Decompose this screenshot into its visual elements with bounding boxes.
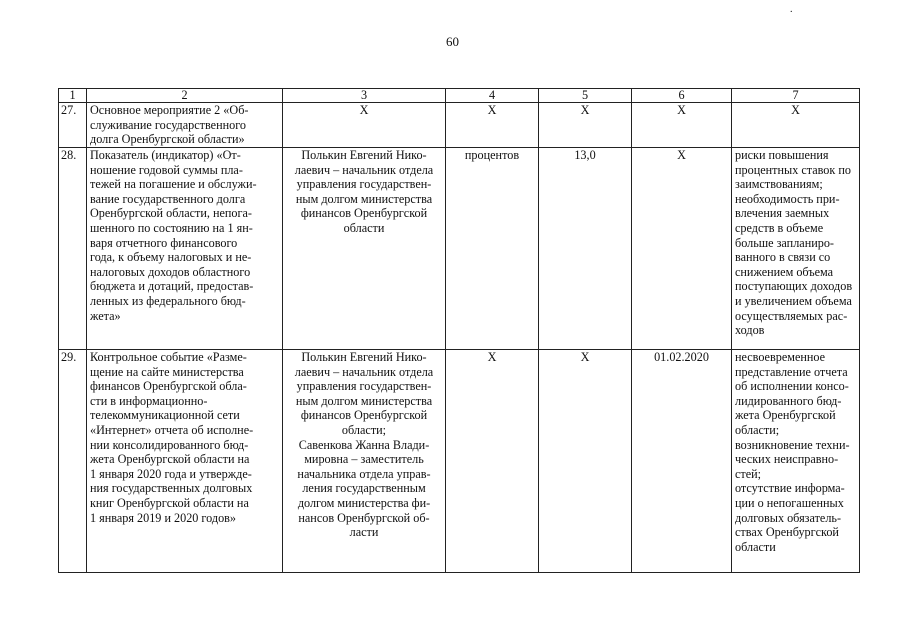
value-cell: Х	[539, 350, 632, 573]
table-header-row	[59, 89, 860, 103]
risks-cell: Х	[732, 103, 860, 148]
column-header: 2	[87, 89, 283, 103]
unit-cell: Х	[446, 350, 539, 573]
date-cell: Х	[632, 103, 732, 148]
date-cell: Х	[632, 148, 732, 350]
table-row	[59, 350, 860, 573]
responsible-cell: Х	[283, 103, 446, 148]
responsible-cell	[283, 350, 446, 573]
row-number: 28.	[59, 148, 87, 350]
row-name-cell	[87, 148, 283, 350]
risks-cell	[732, 350, 860, 573]
column-header: 7	[732, 89, 860, 103]
unit-cell: процентов	[446, 148, 539, 350]
risks-cell	[732, 148, 860, 350]
page-number: 60	[446, 34, 459, 49]
risks-text: несвоевременное представление отчета об исполнении консо- лидированного бюд- жета Оренбургской области; возникновение техни- ческих неисправно- стей; отсутствие информа- ции о непогашенных долговых обязатель- ствах Оренбургской области	[735, 350, 850, 554]
row-name-cell	[87, 103, 283, 148]
unit-cell: Х	[446, 103, 539, 148]
column-header: 6	[632, 89, 732, 103]
responsible-text: Полькин Евгений Нико- лаевич – начальник отдела управления государствен- ным долгом министерства финансов Оренбургской области	[294, 148, 434, 235]
table-row	[59, 148, 860, 350]
value-cell: 13,0	[539, 148, 632, 350]
row-number: 29.	[59, 350, 87, 573]
column-header: 3	[283, 89, 446, 103]
column-header: 4	[446, 89, 539, 103]
row-name: Показатель (индикатор) «От- ношение годовой суммы пла- тежей на погашение и обслужи- вание государственного долга Оренбургской области, непога- шенного по состоянию на 1 ян- варя отчетного финансового года, к объему налоговых и не- налоговых доходов областного бюджета и дотаций, предостав- ленных из федерального бюд- жета»	[90, 148, 257, 323]
row-name: Контрольное событие «Разме- щение на сайте министерства финансов Оренбургской обла- сти в информационно- телекоммуникационной сети «Интернет» отчета об исполне- нии консолидированного бюд- жета Оренбургской области на 1 января 2020 года и утвержде- ния государственных долговых книг Оренбургской области на 1 января 2019 и 2020 годов»	[90, 350, 254, 525]
row-name-cell	[87, 350, 283, 573]
column-header: 5	[539, 89, 632, 103]
risks-text: риски повышения процентных ставок по заимствованиям; необходимость при- влечения заемных средств в объеме больше запланиро- ванного в связи со снижением объема поступающих доходов и увеличением объема осуществляемых рас- ходов	[735, 148, 853, 338]
responsible-text: Полькин Евгений Нико- лаевич – начальник отдела управления государствен- ным долгом министерства финансов Оренбургской области; Савенкова Жанна Влади- мировна – заместитель начальника отдела управ- ления государственным долгом министерства фи- нансов Оренбургской об- ласти	[294, 350, 434, 540]
value-cell: Х	[539, 103, 632, 148]
row-number: 27.	[59, 103, 87, 148]
row-name: Основное мероприятие 2 «Об- служивание государственного долга Оренбургской области»	[90, 103, 249, 147]
table-row	[59, 103, 860, 148]
column-header: 1	[59, 89, 87, 103]
program-table	[58, 88, 860, 573]
corner-mark: .	[790, 4, 793, 15]
responsible-cell	[283, 148, 446, 350]
date-cell: 01.02.2020	[632, 350, 732, 573]
